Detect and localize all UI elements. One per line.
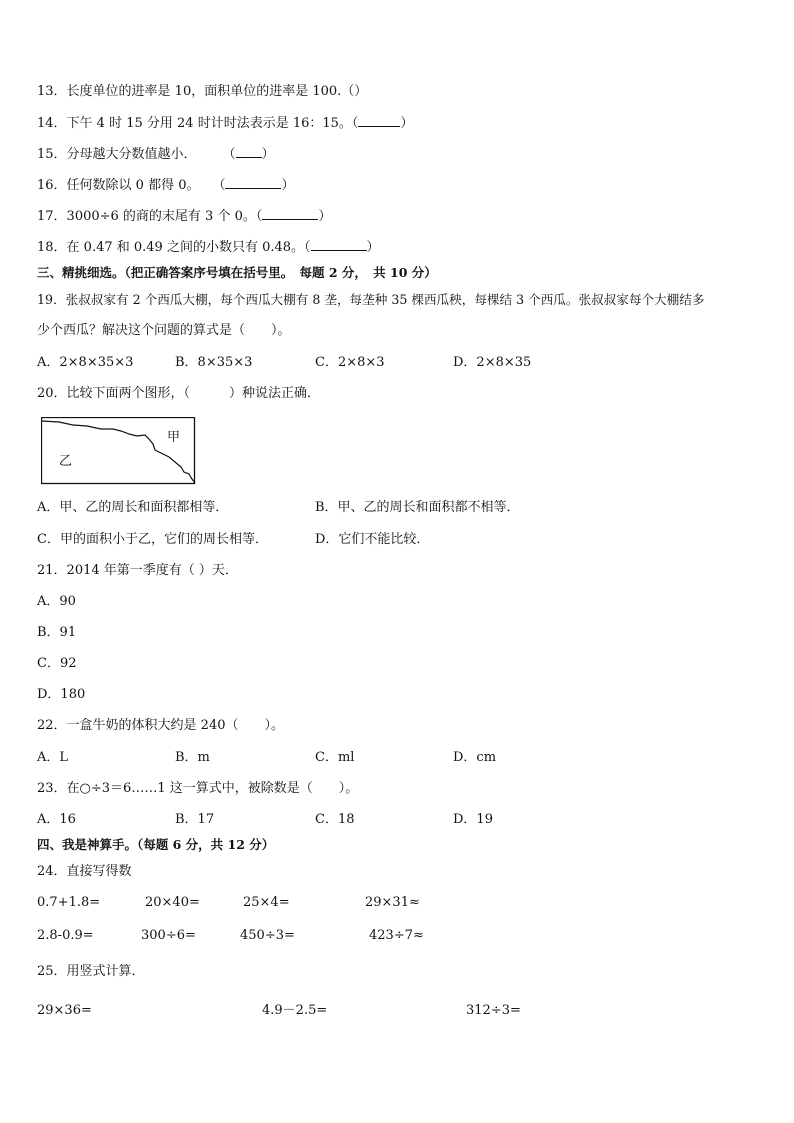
option-b[interactable]: B．91 [37,625,77,640]
section-3-heading: 三、精挑细选。（把正确答案序号填在括号里。 每题 2 分， 共 10 分） [37,265,437,280]
shape-comparison-figure [41,417,196,485]
calc-item: 29×31≈ [365,895,420,910]
question-19-line1: 19．张叔叔家有 2 个西瓜大棚，每个西瓜大棚有 8 垄，每垄种 35 棵西瓜秧，每棵结 3 个西瓜。张叔叔家每个大棚结多 [37,292,705,307]
calc-item: 20×40= [145,895,200,910]
label-yi: 乙 [59,454,73,469]
question-13-text: 13．长度单位的进率是 10，面积单位的进率是 100.（） [37,84,368,99]
question-22-text: 22．一盒牛奶的体积大约是 240（ ）。 [37,718,284,733]
question-17-text: 17．3000÷6 的商的末尾有 3 个 0。（ [37,209,263,224]
answer-blank[interactable] [236,146,262,158]
option-b[interactable]: B．8×35×3 [175,355,253,370]
calc-item: 25×4= [243,895,290,910]
option-c[interactable]: C．2×8×3 [315,355,385,370]
question-14-text: 14．下午 4 时 15 分用 24 时计时法表示是 16：15。（ [37,116,359,131]
shape-figure-svg [41,417,196,485]
option-d[interactable]: D．2×8×35 [453,355,532,370]
option-a[interactable]: A．甲、乙的周长和面积都相等． [37,500,229,515]
option-c[interactable]: C．18 [315,812,355,827]
calc-item: 423÷7≈ [369,928,424,943]
calc-item: 0.7+1.8= [37,895,101,910]
question-15-text: 15．分母越大分数值越小． （ [37,147,236,162]
option-c[interactable]: C．ml [315,750,355,765]
question-25-text: 25．用竖式计算． [37,964,145,979]
calc-item: 300÷6= [141,928,196,943]
option-c[interactable]: C．甲的面积小于乙，它们的周长相等． [37,532,268,547]
option-d[interactable]: D．180 [37,687,86,702]
figure-outer-rect [42,418,195,484]
option-d[interactable]: D．它们不能比较． [315,532,430,547]
question-17: 17．3000÷6 的商的末尾有 3 个 0。（ ） [37,209,332,224]
question-14: 14．下午 4 时 15 分用 24 时计时法表示是 16：15。（ ） [37,116,414,131]
section-4-heading: 四、我是神算手。（每题 6 分，共 12 分） [37,837,275,852]
calc-item: 4.9－2.5= [262,1003,328,1018]
option-d[interactable]: D．19 [453,812,493,827]
option-a[interactable]: A．90 [37,594,76,609]
question-15: 15．分母越大分数值越小． （ ） [37,147,275,162]
option-d[interactable]: D．cm [453,750,497,765]
question-19-line2: 少个西瓜？解决这个问题的算式是（ ）。 [37,323,291,338]
option-b[interactable]: B．m [175,750,210,765]
calc-item: 312÷3= [466,1003,521,1018]
answer-blank[interactable] [311,239,367,251]
option-a[interactable]: A．L [37,750,69,765]
question-18-text: 18．在 0.47 和 0.49 之间的小数只有 0.48。（ [37,240,311,255]
question-16-text: 16．任何数除以 0 都得 0。 （ [37,178,226,193]
calc-item: 29×36= [37,1003,92,1018]
question-24-text: 24．直接写得数 [37,864,132,879]
question-20-text: 20．比较下面两个图形，（ ）种说法正确． [37,386,321,401]
answer-blank[interactable] [225,177,281,189]
option-a[interactable]: A．16 [37,812,76,827]
question-23-text: 23．在○÷3＝6……1 这一算式中，被除数是（ ）。 [37,781,359,796]
label-jia: 甲 [167,430,181,445]
question-13 [37,84,367,100]
option-b[interactable]: B．17 [175,812,215,827]
answer-blank[interactable] [262,208,318,220]
question-21-text: 21．2014 年第一季度有（ ）天． [37,563,238,578]
calc-item: 450÷3= [240,928,295,943]
question-16: 16．任何数除以 0 都得 0。 （ ） [37,178,295,193]
calc-item: 2.8-0.9= [37,928,94,943]
answer-blank[interactable] [358,115,400,127]
option-a[interactable]: A．2×8×35×3 [37,355,134,370]
option-c[interactable]: C．92 [37,656,77,671]
question-18: 18．在 0.47 和 0.49 之间的小数只有 0.48。（ ） [37,240,380,255]
option-b[interactable]: B．甲、乙的周长和面积都不相等． [315,500,520,515]
